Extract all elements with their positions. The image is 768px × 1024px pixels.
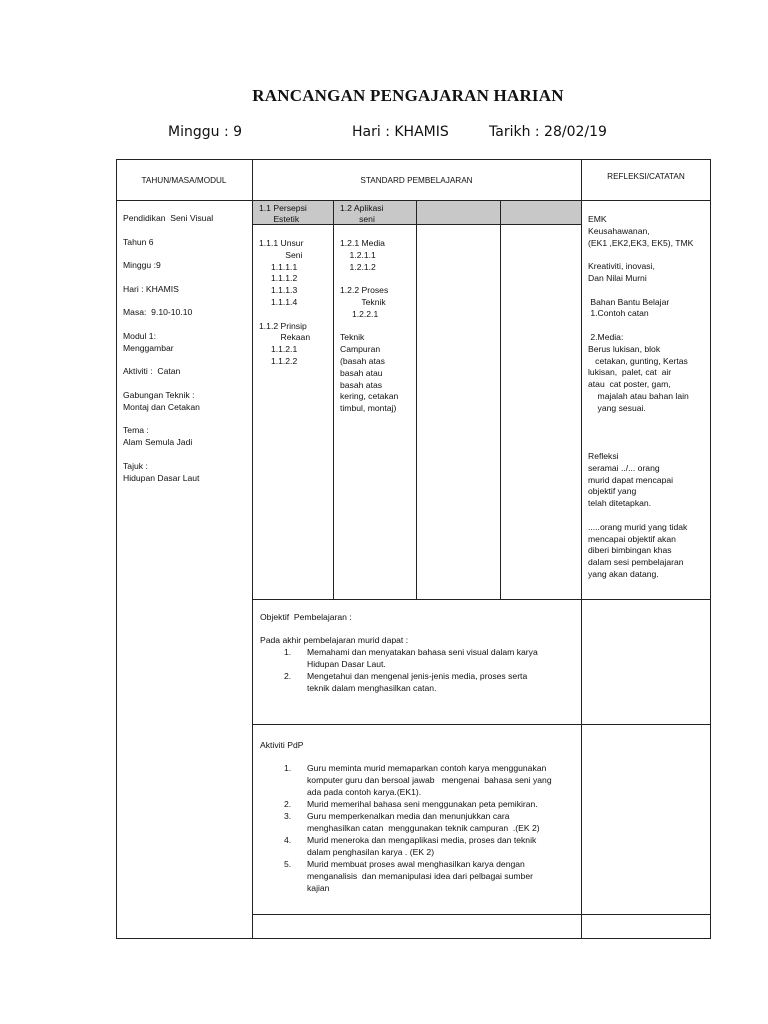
list-item-text: Guru meminta murid memaparkan contoh karya menggunakan komputer guru dan bersoal jawab mengenai bahasa seni yang ada pada contoh karya.(EK1). [307, 763, 552, 797]
list-item-number: 2. [284, 671, 292, 682]
list-item-number: 2. [284, 798, 292, 809]
list-item-number: 5. [284, 859, 292, 870]
page-title: RANCANGAN PENGAJARAN HARIAN [252, 86, 564, 105]
col-header-standard: STANDARD PEMBELAJARAN [360, 176, 473, 185]
sp-col-divider-2 [416, 201, 417, 599]
row-divider-objektif [252, 599, 711, 600]
table-border-top [116, 159, 711, 160]
sp-column-aplikasi: 1.2.1 Media 1.2.1.1 1.2.1.2 1.2.2 Proses Teknik 1.2.2.1 Teknik Campuran (basah atas basah atau basah atas kering, cetakan timbul, montaj) [340, 238, 399, 414]
hari-label: Hari : KHAMIS [352, 124, 449, 140]
table-border-right [710, 159, 711, 939]
col-header-modul: TAHUN/MASA/MODUL [141, 176, 227, 185]
col-divider-1 [252, 159, 253, 939]
col-header-refleksi: REFLEKSI/CATATAN [607, 172, 685, 181]
list-item-number: 1. [284, 647, 292, 657]
list-item-text: Murid meneroka dan mengaplikasi media, proses dan teknik dalam penghasilan karya . (EK 2) [307, 835, 537, 858]
aktiviti-title: Aktiviti PdP [260, 740, 304, 750]
row-divider-bottom [252, 914, 711, 915]
list-item-text: Guru memperkenalkan media dan menunjukkan cara menghasilkan catan menggunakan teknik campuran .(EK 2) [307, 811, 540, 833]
modul-info: Pendidikan Seni Visual Tahun 6 Minggu :9 Hari : KHAMIS Masa: 9.10-10.10 Modul 1: Menggambar Aktiviti : Catan Gabungan Teknik : Montaj dan Cetakan Tema : Alam Semula Jadi Tajuk : Hidupan Dasar Laut [123, 213, 214, 483]
table-border-left [116, 159, 117, 939]
list-item-text: Murid membuat proses awal menghasilkan karya dengan menganalisis dan memanipulasi idea dari pelbagai sumber kajian [307, 859, 533, 893]
sp-col-divider-3 [500, 201, 501, 599]
col-divider-2 [581, 159, 582, 939]
sp-column-persepsi: 1.1.1 Unsur Seni 1.1.1.1 1.1.1.2 1.1.1.3 1.1.1.4 1.1.2 Prinsip Rekaan 1.1.2.1 1.1.2.2 [259, 238, 311, 366]
list-item-number: 4. [284, 835, 292, 846]
list-item-text: Murid memerihal bahasa seni menggunakan peta pemikiran. [307, 798, 538, 809]
objektif-intro: Pada akhir pembelajaran murid dapat : [260, 635, 409, 645]
table-border-bottom [116, 938, 711, 939]
objektif-title: Objektif Pembelajaran : [260, 612, 352, 622]
list-item-text: Mengetahui dan mengenal jenis-jenis media, proses serta teknik dalam menghasilkan catan. [307, 671, 528, 693]
list-item-number: 1. [284, 763, 292, 773]
list-item-number: 3. [284, 811, 292, 822]
minggu-label: Minggu : 9 [168, 124, 243, 140]
sp-col-divider-1 [333, 201, 334, 599]
refleksi-emk: EMK Keusahawanan, (EK1 ,EK2,EK3, EK5), TMK Kreativiti, inovasi, Dan Nilai Murni Bahan Bantu Belajar 1.Contoh catan 2.Media: Berus lukisan, blok cetakan, gunting, Kertas lukisan, palet, cat air atau cat poster, gam, majalah atau bahan lain yang sesuai. [588, 214, 694, 413]
sp-header-aplikasi: 1.2 Aplikasi seni [340, 203, 384, 224]
list-item-text: Memahami dan menyatakan bahasa seni visual dalam karya Hidupan Dasar Laut. [307, 647, 538, 669]
tarikh-label: Tarikh : 28/02/19 [489, 124, 607, 140]
sp-header-persepsi: 1.1 Persepsi Estetik [259, 203, 307, 224]
refleksi-catatan: Refleksi seramai ../... orang murid dapat mencapai objektif yang telah ditetapkan. .....orang murid yang tidak mencapai objektif akan diberi bimbingan khas dalam sesi pembelajaran yang akan datang. [588, 451, 688, 579]
row-divider-aktiviti [252, 724, 711, 725]
